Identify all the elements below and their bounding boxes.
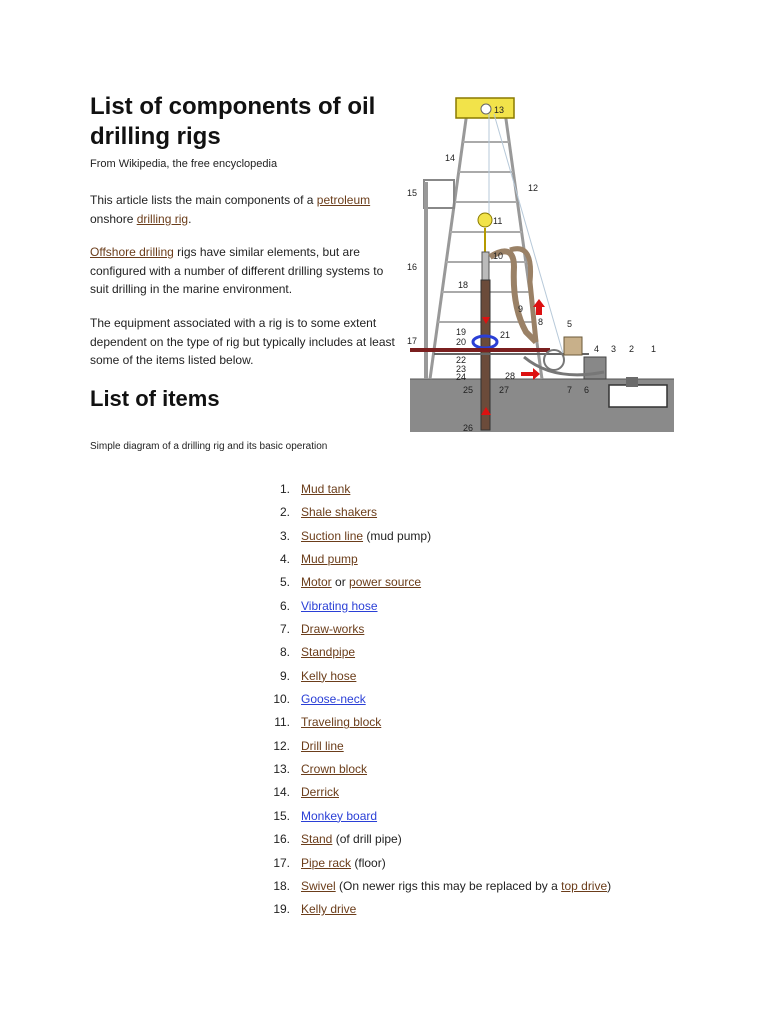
svg-text:9: 9 (518, 304, 524, 314)
svg-text:3: 3 (611, 344, 617, 354)
list-item: 18. Swivel (On newer rigs this may be replaced by a top drive) (273, 878, 612, 893)
list-item: 14. Derrick (273, 785, 339, 800)
svg-text:14: 14 (445, 153, 456, 163)
svg-text:2: 2 (629, 344, 635, 354)
petroleum-link[interactable]: petroleum (316, 193, 371, 207)
offshore-drilling-link[interactable]: Offshore drilling (90, 245, 174, 259)
item-link[interactable]: Derrick (301, 785, 339, 800)
svg-text:21: 21 (500, 330, 511, 340)
svg-text:18: 18 (458, 280, 469, 290)
list-item: 1. Mud tank (279, 482, 351, 496)
item-link[interactable]: Goose-neck (301, 692, 366, 707)
list-item: 9. Kelly hose (279, 668, 357, 683)
svg-text:19: 19 (456, 327, 467, 337)
list-item: 19. Kelly drive (273, 902, 357, 917)
svg-text:27: 27 (499, 385, 510, 395)
page-title: List of components of oil drilling rigs (90, 93, 376, 150)
item-link[interactable]: Standpipe (301, 645, 356, 660)
intro-paragraph-1 (90, 191, 400, 228)
item-link[interactable]: Pipe rack (301, 855, 352, 870)
item-link[interactable]: Vibrating hose (301, 598, 378, 613)
item-link[interactable]: Suction line (301, 528, 364, 543)
list-item: 16. Stand (of drill pipe) (273, 832, 402, 847)
list-item: 10. Goose-neck (273, 692, 366, 707)
svg-text:25: 25 (463, 385, 474, 395)
components-list (262, 478, 611, 922)
item-link[interactable]: Swivel (301, 878, 336, 893)
svg-text:16: 16 (407, 262, 418, 272)
svg-text:8: 8 (538, 317, 544, 327)
svg-text:22: 22 (456, 355, 467, 365)
list-item: 8. Standpipe (279, 645, 356, 660)
intro-paragraph-2 (90, 243, 400, 299)
svg-text:5: 5 (567, 319, 573, 329)
list-item: 12. Drill line (273, 738, 344, 753)
drilling-rig-link[interactable]: drilling rig (136, 211, 189, 226)
section-heading: List of items (90, 386, 220, 411)
svg-text:6: 6 (584, 385, 590, 395)
item-link[interactable]: Traveling block (301, 715, 382, 730)
svg-text:12: 12 (528, 183, 539, 193)
item-link-secondary[interactable]: power source (349, 575, 422, 590)
svg-text:1: 1 (651, 344, 657, 354)
item-link[interactable]: Shale shakers (301, 505, 378, 520)
svg-text:13: 13 (494, 105, 505, 115)
svg-text:17: 17 (407, 336, 418, 346)
list-item: 5. Motor or power source (279, 575, 422, 590)
svg-text:7: 7 (567, 385, 573, 395)
list-item: 2. Shale shakers (279, 505, 378, 520)
intro-text: rigs have similar elements, but are configured with a number of different drilling systems to suit drilling in the marine environment. (90, 245, 384, 296)
svg-text:23: 23 (456, 364, 467, 374)
mud-tank-shape (609, 385, 667, 407)
item-link-secondary[interactable]: top drive (561, 878, 608, 893)
motor-shape (564, 337, 582, 355)
item-link[interactable]: Mud pump (301, 552, 358, 567)
item-link[interactable]: Monkey board (301, 808, 378, 823)
svg-text:26: 26 (463, 423, 474, 433)
list-item: 17. Pipe rack (floor) (273, 855, 386, 870)
svg-text:4: 4 (594, 344, 600, 354)
page-subtitle: From Wikipedia, the free encyclopedia (90, 158, 278, 170)
list-item: 6. Vibrating hose (279, 598, 378, 613)
list-item: 4. Mud pump (279, 552, 358, 567)
svg-text:24: 24 (456, 372, 467, 382)
item-link[interactable]: Draw-works (301, 622, 365, 637)
svg-text:10: 10 (493, 251, 504, 261)
list-item: 13. Crown block (273, 762, 368, 777)
list-item: 15. Monkey board (273, 808, 378, 823)
item-link[interactable]: Stand (301, 832, 333, 847)
intro-text: onshore (90, 211, 137, 226)
list-item: 7. Draw-works (279, 622, 365, 637)
item-link[interactable]: Kelly drive (301, 902, 357, 917)
item-link[interactable]: Drill line (301, 738, 344, 753)
svg-text:15: 15 (407, 188, 418, 198)
intro-text: . (188, 211, 192, 226)
item-link[interactable]: Crown block (301, 762, 368, 777)
diagram-caption: Simple diagram of a drilling rig and its basic operation (90, 441, 328, 452)
svg-text:20: 20 (456, 337, 467, 347)
svg-text:11: 11 (493, 216, 503, 226)
list-item: 11. Traveling block (274, 715, 382, 730)
svg-text:28: 28 (505, 371, 516, 381)
intro-paragraph-3: The equipment associated with a rig is to some extent dependent on the type of rig but typically includes at least some of the items listed below. (90, 316, 395, 367)
intro-text: This article lists the main components of a (90, 193, 317, 207)
item-link[interactable]: Motor (301, 575, 332, 590)
list-item: 3. Suction line (mud pump) (279, 528, 432, 543)
item-link[interactable]: Kelly hose (301, 668, 357, 683)
drilling-rig-diagram (404, 92, 678, 437)
item-link[interactable]: Mud tank (301, 482, 351, 496)
